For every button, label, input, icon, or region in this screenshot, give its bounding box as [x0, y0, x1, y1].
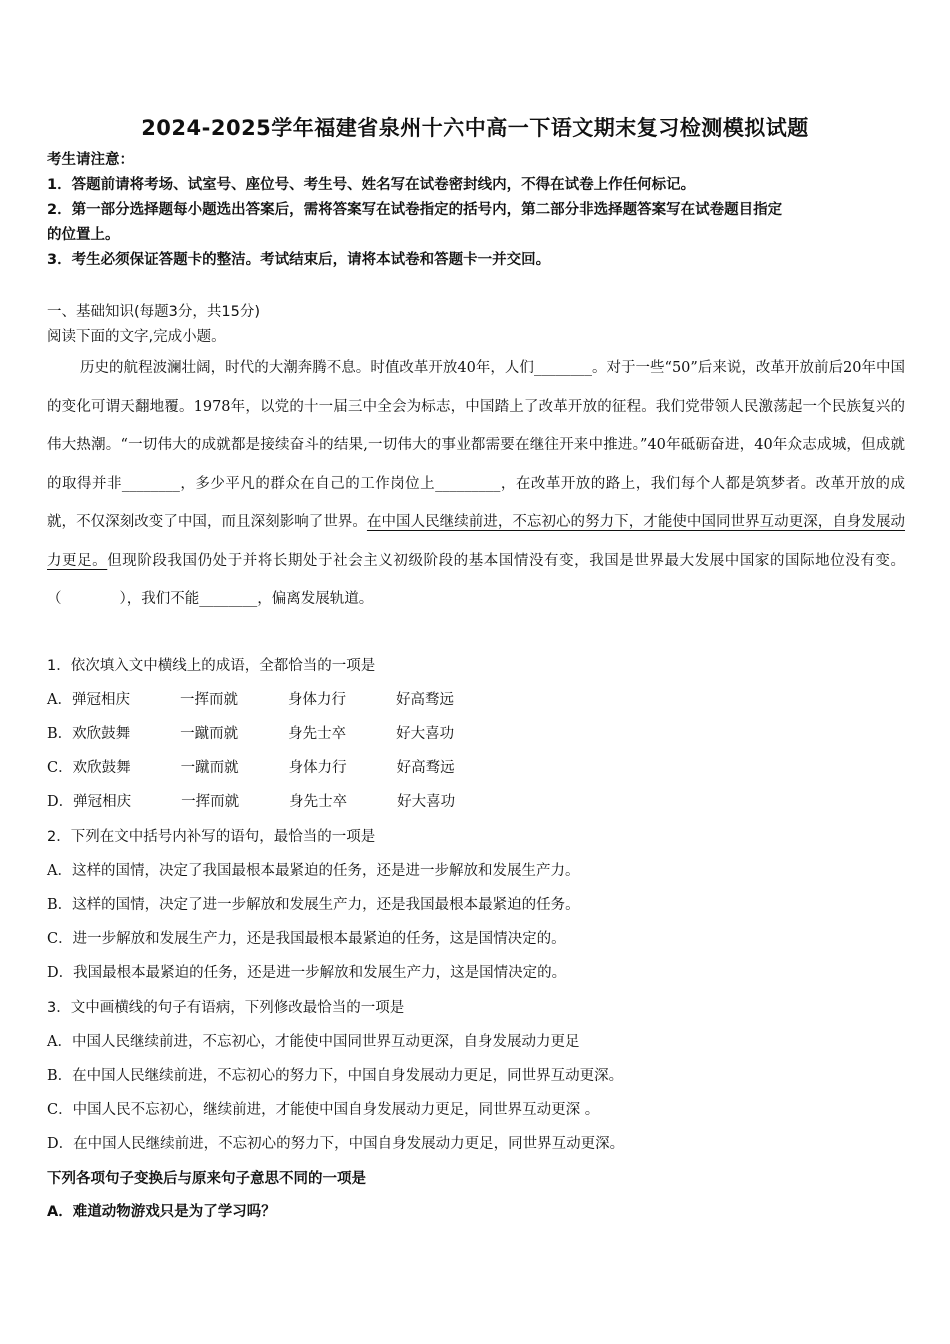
question-stem: 3．文中画横线的句子有语病，下列修改最恰当的一项是 [47, 1000, 405, 1016]
q2-option-a[interactable]: A．这样的国情，决定了我国最根本最紧迫的任务，还是进一步解放和发展生产力。 [47, 863, 580, 879]
option-label: C． [47, 760, 73, 776]
option-word: 身体力行 [288, 760, 347, 776]
notice-item: 3．考生必须保证答题卡的整洁。考试结束后，请将本试卷和答题卡一并交回。 [47, 252, 551, 268]
option-word: 一蹴而就 [180, 760, 239, 776]
q4-option-a[interactable]: A．难道动物游戏只是为了学习吗？ [47, 1204, 276, 1220]
option-word: 好高骛远 [395, 692, 454, 708]
q3-option-a[interactable]: A．中国人民继续前进，不忘初心，才能使中国同世界互动更深，自身发展动力更足 [47, 1034, 580, 1050]
option-label: D． [47, 794, 74, 810]
option-word: 弹冠相庆 [73, 794, 132, 810]
option-word: 好大喜功 [396, 726, 455, 742]
question-stem: 2．下列在文中括号内补写的语句，最恰当的一项是 [47, 829, 376, 845]
q2-option-d[interactable]: D．我国最根本最紧迫的任务，还是进一步解放和发展生产力，这是国情决定的。 [47, 965, 567, 981]
notice-item: 的位置上。 [47, 227, 120, 243]
option-word: 一挥而就 [179, 692, 238, 708]
option-word: 身先士卒 [289, 794, 348, 810]
option-word: 一蹴而就 [180, 726, 239, 742]
option-word: 身体力行 [287, 692, 346, 708]
q3-option-b[interactable]: B．在中国人民继续前进，不忘初心的努力下，中国自身发展动力更足，同世界互动更深。 [47, 1068, 624, 1084]
q2-option-b[interactable]: B．这样的国情，决定了进一步解放和发展生产力，还是我国最根本最紧迫的任务。 [47, 897, 580, 913]
option-word: 好大喜功 [397, 794, 456, 810]
q1-option-c[interactable] [47, 756, 505, 777]
option-word: 弹冠相庆 [71, 692, 130, 708]
option-word: 好高骛远 [396, 760, 455, 776]
question-stem: 下列各项句子变换后与原来句子意思不同的一项是 [47, 1171, 366, 1187]
option-label: A． [47, 692, 72, 708]
option-word: 身先士卒 [288, 726, 347, 742]
option-word: 一挥而就 [181, 794, 240, 810]
section-instruction: 阅读下面的文字,完成小题。 [47, 329, 226, 345]
option-word: 欢欣鼓舞 [72, 760, 131, 776]
page-title: 2024-2025学年福建省泉州十六中高一下语文期末复习检测模拟试题 [141, 116, 809, 140]
notice-item: 1．答题前请将考场、试室号、座位号、考生号、姓名写在试卷密封线内，不得在试卷上作任何标记。 [47, 177, 696, 193]
passage-text: 历史的航程波澜壮阔，时代的大潮奔腾不息。时值改革开放40年，人们________。对于一些“50”后来说，改革开放前后20年中国的变化可谓天翻地覆。1978年，以党的十一届三中全会为标志，中国踏上了改革开放的征程。我们党带领人民激荡起一个民族复兴的伟大热潮。“一切伟大的成就都是接续奋斗的结果,一切伟大的事业都需要在继往开来中推进。”40年砥砺奋进，40年众志成城，但成就的取得并非________，多少平凡的群众在自己的工作岗位上_________，在改革开放的路上，我们每个人都是筑梦者。改革开放的成就，不仅深刻改变了中国，而且深刻影响了世界。 [47, 360, 905, 530]
q1-option-d[interactable] [47, 790, 505, 811]
option-word: 欢欣鼓舞 [72, 726, 131, 742]
q1-option-b[interactable] [47, 722, 504, 743]
q1-option-a[interactable] [47, 688, 504, 709]
section-heading: 一、基础知识(每题3分，共15分) [47, 304, 260, 320]
notice-heading: 考生请注意： [47, 152, 134, 168]
option-label: B． [47, 726, 73, 742]
q3-option-c[interactable]: C．中国人民不忘初心，继续前进，才能使中国自身发展动力更足，同世界互动更深 。 [47, 1102, 600, 1118]
passage-text: 但现阶段我国仍处于并将长期处于社会主义初级阶段的基本国情没有变，我国是世界最大发展中国家的国际地位没有变。（ ），我们不能________，偏离发展轨道。 [47, 552, 905, 607]
notice-item: 2．第一部分选择题每小题选出答案后，需将答案写在试卷指定的括号内，第二部分非选择题答案写在试卷题目指定 [47, 202, 783, 218]
underlined-sentence: 在中国人民继续前进，不忘初心的努力下，才能使中国同世界互动更深，自身发展动力更足。 [47, 514, 906, 569]
question-stem: 1．依次填入文中横线上的成语，全都恰当的一项是 [47, 658, 376, 674]
reading-passage [47, 349, 905, 619]
q3-option-d[interactable]: D．在中国人民继续前进，不忘初心的努力下，中国自身发展动力更足，同世界互动更深。 [47, 1136, 625, 1152]
q2-option-c[interactable]: C．进一步解放和发展生产力，还是我国最根本最紧迫的任务，这是国情决定的。 [47, 931, 566, 947]
